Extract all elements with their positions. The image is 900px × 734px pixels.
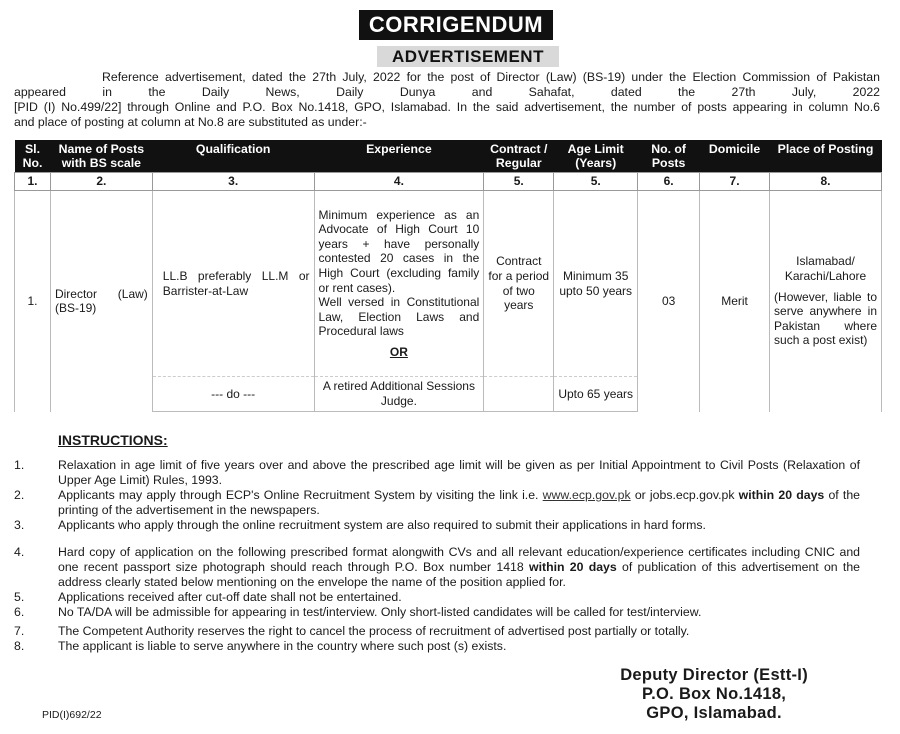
column-number-row: [15, 173, 882, 191]
age-limit-cell: Upto 65 years: [554, 377, 638, 412]
header-cell: Age Limit (Years): [554, 140, 638, 173]
column-number: 6.: [638, 173, 700, 191]
deadline-emphasis: within 20 days: [738, 488, 825, 502]
item-number: 6.: [14, 605, 25, 619]
serial-number-cell: 1.: [15, 191, 51, 412]
experience-cell: A retired Additional Sessions Judge.: [314, 377, 484, 412]
deadline-emphasis: within 20 days: [529, 560, 617, 574]
intro-line-4: and place of posting at column at No.8 are substituted as under:-: [14, 115, 367, 129]
ecp-website-link[interactable]: www.ecp.gov.pk: [542, 488, 631, 502]
instructions-list: [14, 458, 860, 654]
post-name: Director (Law): [54, 286, 148, 301]
age-limit-cell: Minimum 35 upto 50 years: [554, 191, 638, 377]
header-cell: Place of Posting: [770, 140, 882, 173]
item-text: Applications received after cut-off date shall not be entertained.: [58, 590, 402, 604]
item-number: 8.: [14, 639, 25, 653]
intro-line-1: Reference advertisement, dated the 27th July, 2022 for the post of Director (Law) (BS-19) under the Election Commission of Pakistan: [102, 70, 880, 84]
column-number: 5.: [554, 173, 638, 191]
list-item: [14, 488, 860, 518]
column-number: 1.: [15, 173, 51, 191]
item-text-part: Hard copy of application on the following prescribed format alongwith CVs and all relevant education/experience certificates including CNIC and one recent passport size photograph should reach through P.O. Box number 1418: [58, 545, 860, 574]
list-item: [14, 545, 860, 590]
instructions-heading: INSTRUCTIONS:: [58, 432, 168, 448]
header-cell: Experience: [314, 140, 484, 173]
item-text: Applicants who apply through the online recruitment system are also required to submit their applications in hard forms.: [58, 518, 706, 532]
column-number: 2.: [50, 173, 152, 191]
column-number: 3.: [152, 173, 314, 191]
pid-number: PID(I)692/22: [42, 709, 102, 721]
column-number: 7.: [700, 173, 770, 191]
list-item: [14, 605, 860, 620]
advertisement-subtitle: ADVERTISEMENT: [377, 46, 559, 67]
table-header-row: [15, 140, 882, 173]
no-of-posts-cell: 03: [638, 191, 700, 412]
item-text-part: of the printing of the advertisement in the newspapers.: [58, 488, 861, 517]
header-cell: No. of Posts: [638, 140, 700, 173]
item-text-part: of publication of this advertisement on the address clearly stated below mentioning on the envelope the name of the position applied for.: [58, 560, 860, 589]
list-item: [14, 639, 860, 654]
header-cell: Domicile: [700, 140, 770, 173]
experience-cell: [314, 191, 484, 377]
header-cell: Contract / Regular: [484, 140, 554, 173]
item-text-part: or jobs.ecp.gov.pk: [630, 488, 739, 502]
header-cell: Name of Posts with BS scale: [50, 140, 152, 173]
intro-paragraph: [14, 70, 880, 130]
header-cell: Qualification: [152, 140, 314, 173]
item-text-part: Applicants may apply through ECP's Online Recruitment System by visiting the link i.e.: [58, 488, 543, 502]
intro-line-3: [PID (I) No.499/22] through Online and P.O. Box No.1418, GPO, Islamabad. In the said advertisement, the number of posts appearing in column No.6: [14, 100, 880, 114]
list-item: [14, 518, 860, 533]
posts-table: [14, 140, 882, 412]
list-item: [14, 624, 860, 639]
item-number: 3.: [14, 518, 25, 532]
item-number: 7.: [14, 624, 25, 638]
signature-block: [620, 666, 808, 723]
or-separator: OR: [389, 344, 408, 359]
item-text: The Competent Authority reserves the right to cancel the process of recruitment of advertised post partially or totally.: [58, 624, 690, 638]
column-number: 5.: [484, 173, 554, 191]
experience-text-b: Well versed in Constitutional Law, Election Laws and Procedural laws: [318, 295, 480, 339]
signatory-city: GPO, Islamabad.: [646, 704, 782, 722]
place-of-posting-cell: [770, 191, 882, 412]
header-cell: Sl. No.: [15, 140, 51, 173]
item-text: No TA/DA will be admissible for appearing in test/interview. Only short-listed candidates will be called for test/interview.: [58, 605, 702, 619]
item-text: The applicant is liable to serve anywhere in the country where such post (s) exists.: [58, 639, 507, 653]
item-number: 2.: [14, 488, 25, 502]
place-note: (However, liable to serve anywhere in Pakistan where such a post exist): [774, 289, 877, 348]
column-number: 4.: [314, 173, 484, 191]
list-item: [14, 458, 860, 488]
post-name-cell: [50, 191, 152, 412]
domicile-cell: Merit: [700, 191, 770, 412]
column-number: 8.: [770, 173, 882, 191]
item-number: 1.: [14, 458, 25, 472]
item-text: [58, 545, 860, 590]
intro-line-2: appeared in the Daily News, Daily Dunya and Sahafat, dated the 27th July, 2022: [14, 85, 880, 99]
contract-cell: [484, 377, 554, 412]
item-text: Relaxation in age limit of five years over and above the prescribed age limit will be given as per Initial Appointment to Civil Posts (Relaxation of Upper Age Limit) Rules, 1993.: [58, 458, 860, 487]
place-cities: Islamabad/ Karachi/Lahore: [784, 254, 867, 284]
contract-cell: Contract for a period of two years: [484, 191, 554, 377]
experience-text-a: Minimum experience as an Advocate of High Court 10 years + have personally contested 20 cases in the High Court (excluding family or rent cases).: [318, 207, 480, 295]
table-row: [15, 191, 882, 377]
post-scale: (BS-19): [54, 301, 97, 316]
signatory-title: Deputy Director (Estt-I): [620, 666, 808, 684]
list-item: [14, 590, 860, 605]
corrigendum-title: CORRIGENDUM: [359, 10, 553, 40]
signatory-po-box: P.O. Box No.1418,: [641, 685, 787, 703]
qualification-cell: [152, 191, 314, 377]
item-number: 4.: [14, 545, 25, 559]
qualification-cell: --- do ---: [152, 377, 314, 412]
item-number: 5.: [14, 590, 25, 604]
qualification-text: LL.B preferably LL.M or Barrister-at-Law: [162, 268, 310, 298]
item-text: [58, 488, 860, 518]
